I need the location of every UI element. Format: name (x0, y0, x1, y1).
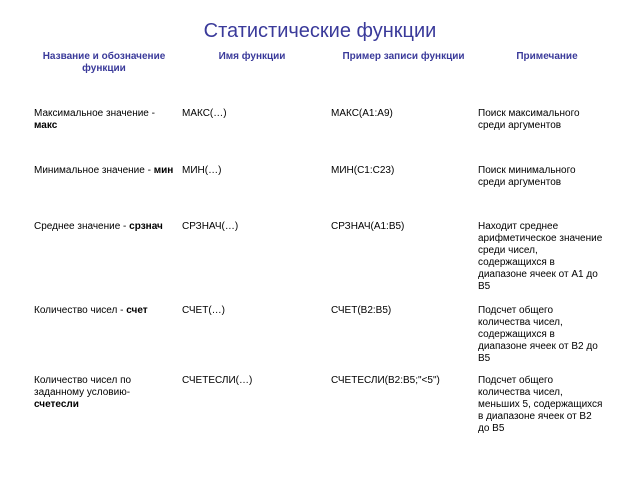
column-header-example: Пример записи функции (342, 51, 465, 62)
column-header-note: Примечание (516, 51, 578, 62)
function-abbreviation: мин (153, 165, 174, 176)
table-row-name (34, 305, 174, 317)
table-row-name (34, 108, 174, 132)
table-row-name (34, 165, 174, 177)
function-name: МИН(…) (182, 165, 222, 176)
function-example: СРЗНАЧ(А1:В5) (331, 221, 405, 232)
function-example: СЧЕТЕСЛИ(В2:В5;"<5") (331, 375, 440, 386)
column-header-name: Название и обозначение функции (42, 51, 166, 74)
column-header-function: Имя функции (218, 51, 286, 62)
function-name: СЧЕТ(…) (182, 305, 225, 316)
function-example: СЧЕТ(В2:В5) (331, 305, 392, 316)
function-example: МАКС(А1:А9) (331, 108, 393, 119)
function-name: МАКС(…) (182, 108, 227, 119)
function-example: МИН(С1:С23) (331, 165, 395, 176)
function-note: Подсчет общего количества чисел, содержащихся в диапазоне ячеек от В2 до В5 (478, 305, 598, 364)
function-abbreviation: срзнач (129, 221, 163, 232)
function-note: Поиск максимального среди аргументов (478, 108, 580, 131)
page-title: Статистические функции (203, 20, 437, 42)
function-name: СРЗНАЧ(…) (182, 221, 239, 232)
function-description: Количество чисел по заданному условию- (34, 375, 132, 398)
function-name: СЧЕТЕСЛИ(…) (182, 375, 253, 386)
function-note: Находит среднее арифметическое значение среди чисел, содержащихся в диапазоне ячеек от А1 до В5 (478, 221, 603, 292)
function-note: Поиск минимального среди аргументов (478, 165, 576, 188)
function-abbreviation: макс (34, 120, 58, 131)
function-description: Количество чисел - (34, 305, 127, 316)
function-abbreviation: счетесли (34, 399, 79, 410)
function-description: Максимальное значение - (34, 108, 155, 119)
table-row-name (34, 375, 174, 411)
function-abbreviation: счет (126, 305, 148, 316)
table-row-name (34, 221, 174, 233)
function-note: Подсчет общего количества чисел, меньших 5, содержащихся в диапазоне ячеек от В2 до В5 (478, 375, 603, 434)
function-description: Среднее значение - (34, 221, 130, 232)
function-description: Минимальное значение - (34, 165, 154, 176)
